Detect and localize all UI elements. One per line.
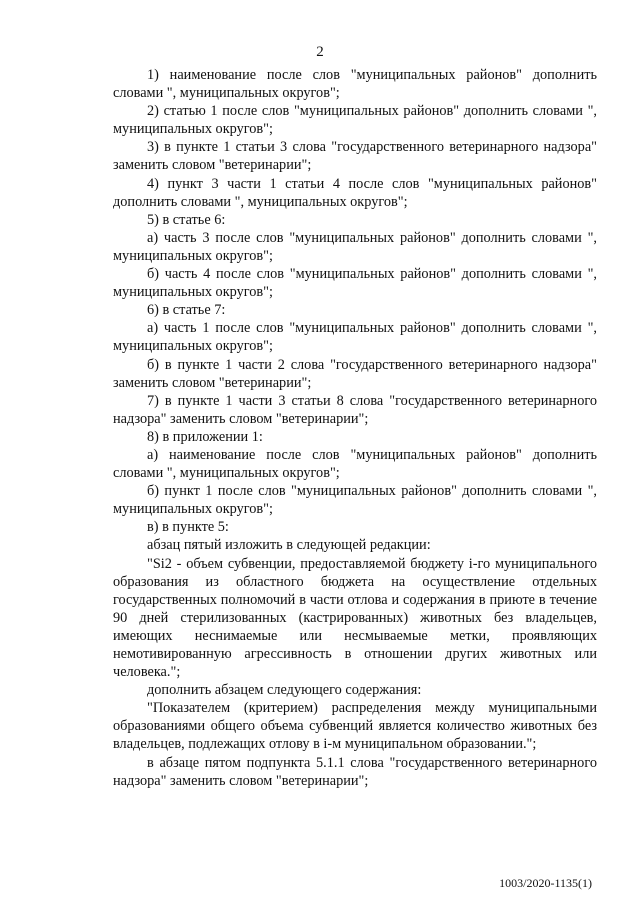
paragraph: 4) пункт 3 части 1 статьи 4 после слов "муниципальных районов" дополнить словами ", муниципальных округов"; [113,175,597,210]
paragraph: 6) в статье 7: [147,302,226,319]
document-code: 1003/2020-1135(1) [499,876,592,890]
paragraph: "Si2 - объем субвенции, предоставляемой бюджету i-го муниципального образования из областного бюджета на осуществление отдельных государственных полномочий в части отлова и содержания в приюте в течение 90 дней стерилизованных (кастрированных) животных без владельцев, имеющих неснимаемые или несмываемые метки, проявляющих немотивированную агрессивность в отношении других животных или человека."; [113,555,597,681]
paragraph: а) часть 1 после слов "муниципальных районов" дополнить словами ", муниципальных округов"; [113,320,597,355]
paragraph: 3) в пункте 1 статьи 3 слова "государственного ветеринарного надзора" заменить словом "ветеринарии"; [113,139,597,174]
paragraph: а) наименование после слов "муниципальных районов" дополнить словами ", муниципальных округов"; [113,446,597,482]
paragraph: 8) в приложении 1: [147,428,263,445]
paragraph: 7) в пункте 1 части 3 статьи 8 слова "государственного ветеринарного надзора" заменить словом "ветеринарии"; [113,392,597,427]
paragraph: 5) в статье 6: [147,211,226,228]
paragraph: 1) наименование после слов "муниципальных районов" дополнить словами ", муниципальных округов"; [113,67,597,102]
paragraph: абзац пятый изложить в следующей редакции: [147,537,431,554]
paragraph: 2) статью 1 после слов "муниципальных районов" дополнить словами ", муниципальных округов"; [113,103,597,138]
paragraph: в абзаце пятом подпункта 5.1.1 слова "государственного ветеринарного надзора" заменить словом "ветеринарии"; [113,754,597,789]
paragraph: в) в пункте 5: [147,519,229,536]
paragraph: дополнить абзацем следующего содержания: [147,682,422,699]
paragraph: "Показателем (критерием) распределения между муниципальными образованиями общего объема субвенций является количество животных без владельцев, подлежащих отлову в i-м муниципальном образовании."; [113,700,597,753]
paragraph: б) пункт 1 после слов "муниципальных районов" дополнить словами ", муниципальных округов"; [113,483,597,518]
paragraph: б) часть 4 после слов "муниципальных районов" дополнить словами ", муниципальных округов"; [113,266,597,301]
paragraph: б) в пункте 1 части 2 слова "государственного ветеринарного надзора" заменить словом "ветеринарии"; [113,356,597,391]
page-number: 2 [316,44,324,60]
paragraph: а) часть 3 после слов "муниципальных районов" дополнить словами ", муниципальных округов"; [113,229,597,264]
document-body [113,66,597,790]
